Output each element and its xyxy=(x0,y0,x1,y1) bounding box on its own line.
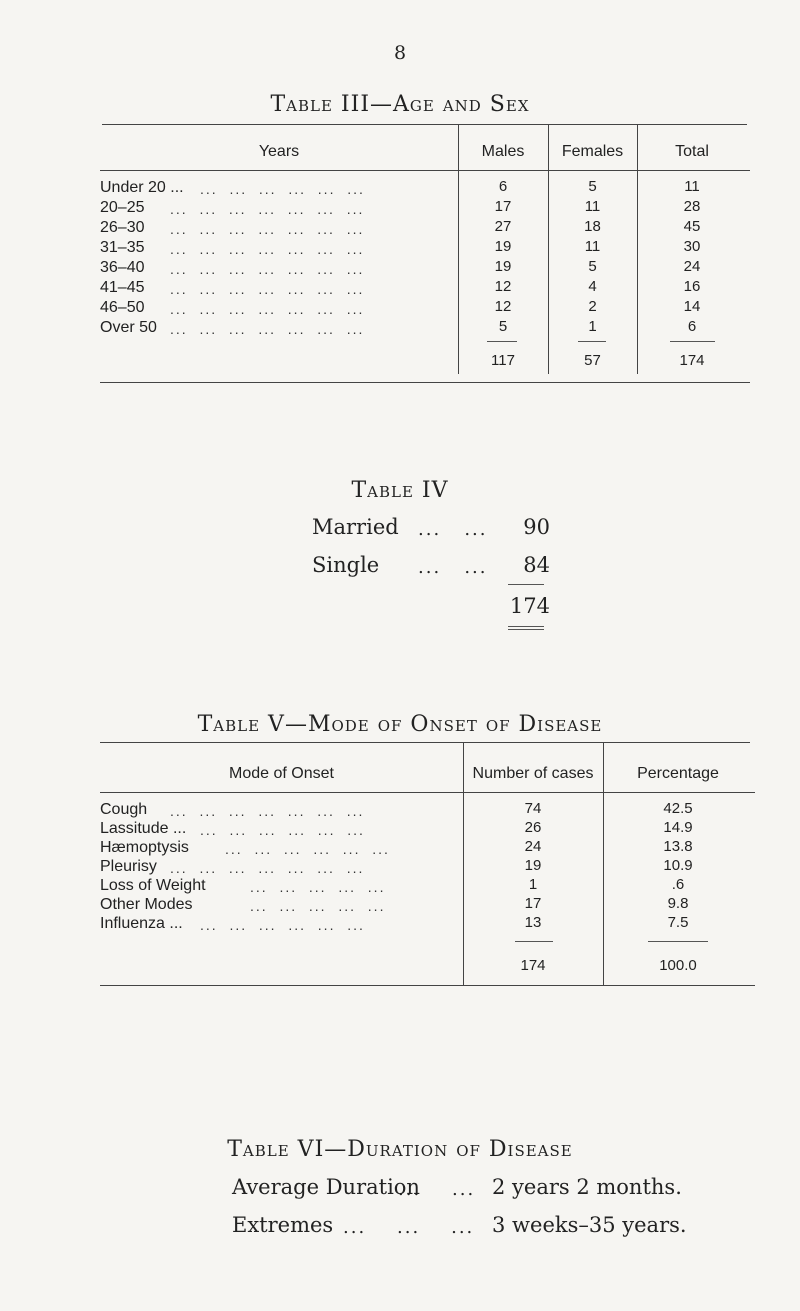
single-label: Single xyxy=(312,553,380,577)
table-cell: 27 xyxy=(494,218,512,235)
single-value: 84 xyxy=(523,553,550,577)
table-cell: 5 xyxy=(588,178,597,195)
table-cell: 19 xyxy=(494,238,512,255)
table-cell: 24 xyxy=(524,838,542,855)
table-cell: 12 xyxy=(494,278,512,295)
table-cell: 14.9 xyxy=(663,819,693,836)
table-5-total-percentage: 100.0 xyxy=(659,957,697,974)
table-3-total-total: 174 xyxy=(679,352,705,369)
table-cell: 11 xyxy=(584,238,601,255)
table-row-label: Influenza ... xyxy=(100,915,183,932)
average-duration-value: 2 years 2 months. xyxy=(492,1175,682,1199)
table-row-label: Hæmoptysis xyxy=(100,839,189,856)
table-row-label: 26–30 xyxy=(100,219,145,236)
table-3-header-males: Males xyxy=(481,143,525,160)
table-cell: 6 xyxy=(687,318,697,335)
table-4-title: Table IV xyxy=(351,478,449,503)
table-cell: 7.5 xyxy=(667,914,689,931)
table-row-label: Under 20 ... xyxy=(100,179,184,196)
table-row-label: Loss of Weight xyxy=(100,877,206,894)
table-row-label: Other Modes xyxy=(100,896,193,913)
table-row-label: 31–35 xyxy=(100,239,145,256)
table-3-top-rule xyxy=(102,124,747,125)
table-3-header-females: Females xyxy=(561,143,624,160)
extremes-label: Extremes xyxy=(232,1213,334,1237)
table-cell: 11 xyxy=(684,178,700,195)
table-3-total-males: 117 xyxy=(491,352,515,369)
table-cell: 19 xyxy=(494,258,512,275)
married-label: Married xyxy=(312,515,399,539)
table-cell: 17 xyxy=(494,198,512,215)
table-5-header-rule xyxy=(100,792,755,793)
table-cell: 24 xyxy=(683,258,701,275)
table-6-title: Table VI—Duration of Disease xyxy=(227,1137,573,1162)
table-cell: 13 xyxy=(524,914,542,931)
table-cell: 1 xyxy=(528,876,538,893)
table-5-header-mode: Mode of Onset xyxy=(229,765,334,782)
table-cell: 6 xyxy=(498,178,508,195)
table-cell: 45 xyxy=(683,218,701,235)
double-rule xyxy=(508,626,544,627)
table-5-total-cases: 174 xyxy=(520,957,546,974)
table-3-header-years: Years xyxy=(258,143,300,160)
table-cell: 30 xyxy=(683,238,701,255)
table-cell: 18 xyxy=(584,218,601,235)
table-cell: 11 xyxy=(584,198,601,215)
table-5-header-percentage: Percentage xyxy=(637,765,719,782)
table-3-bottom-rule xyxy=(100,382,750,383)
table-cell: .6 xyxy=(671,876,685,893)
table-cell: 2 xyxy=(588,298,597,315)
table-3-header-rule xyxy=(100,170,750,171)
table-cell: 19 xyxy=(524,857,542,874)
table-row-label: Pleurisy xyxy=(100,858,157,875)
sum-rule xyxy=(578,341,606,342)
double-rule xyxy=(508,629,544,630)
table-5-top-rule xyxy=(100,742,750,743)
sum-rule xyxy=(487,341,517,342)
sum-rule xyxy=(515,941,553,942)
table-cell: 12 xyxy=(494,298,512,315)
table-cell: 4 xyxy=(588,278,597,295)
table-5-bottom-rule xyxy=(100,985,755,986)
average-duration-label: Average Duration xyxy=(232,1175,420,1199)
table-cell: 42.5 xyxy=(663,800,693,817)
table-cell: 5 xyxy=(588,258,597,275)
sum-rule xyxy=(508,584,544,585)
table-5-title: Table V—Mode of Onset of Disease xyxy=(197,712,603,737)
table-3-title: Table III—Age and Sex xyxy=(270,92,530,117)
table-cell: 9.8 xyxy=(667,895,689,912)
table-row-label: Cough xyxy=(100,801,148,818)
table-row-label: Lassitude ... xyxy=(100,820,187,837)
table-3-header-total: Total xyxy=(675,143,709,160)
table-5-header-cases: Number of cases xyxy=(472,765,594,782)
table-row-label: 36–40 xyxy=(100,259,145,276)
table-cell: 17 xyxy=(524,895,542,912)
table-cell: 14 xyxy=(683,298,701,315)
table-cell: 26 xyxy=(524,819,542,836)
page-number: 8 xyxy=(393,42,407,64)
table-cell: 16 xyxy=(683,278,701,295)
table-row-label: 41–45 xyxy=(100,279,145,296)
married-value: 90 xyxy=(523,515,550,539)
sum-rule xyxy=(670,341,715,342)
extremes-value: 3 weeks–35 years. xyxy=(492,1213,687,1237)
table-row-label: Over 50 xyxy=(100,319,157,336)
table-row-label: 20–25 xyxy=(100,199,145,216)
table-cell: 1 xyxy=(588,318,597,335)
table-cell: 13.8 xyxy=(663,838,693,855)
table-cell: 5 xyxy=(498,318,508,335)
table-cell: 74 xyxy=(524,800,542,817)
sum-rule xyxy=(648,941,708,942)
table-4-total: 174 xyxy=(509,594,550,618)
table-cell: 10.9 xyxy=(663,857,693,874)
table-3-total-females: 57 xyxy=(584,352,601,369)
table-row-label: 46–50 xyxy=(100,299,145,316)
table-cell: 28 xyxy=(683,198,701,215)
